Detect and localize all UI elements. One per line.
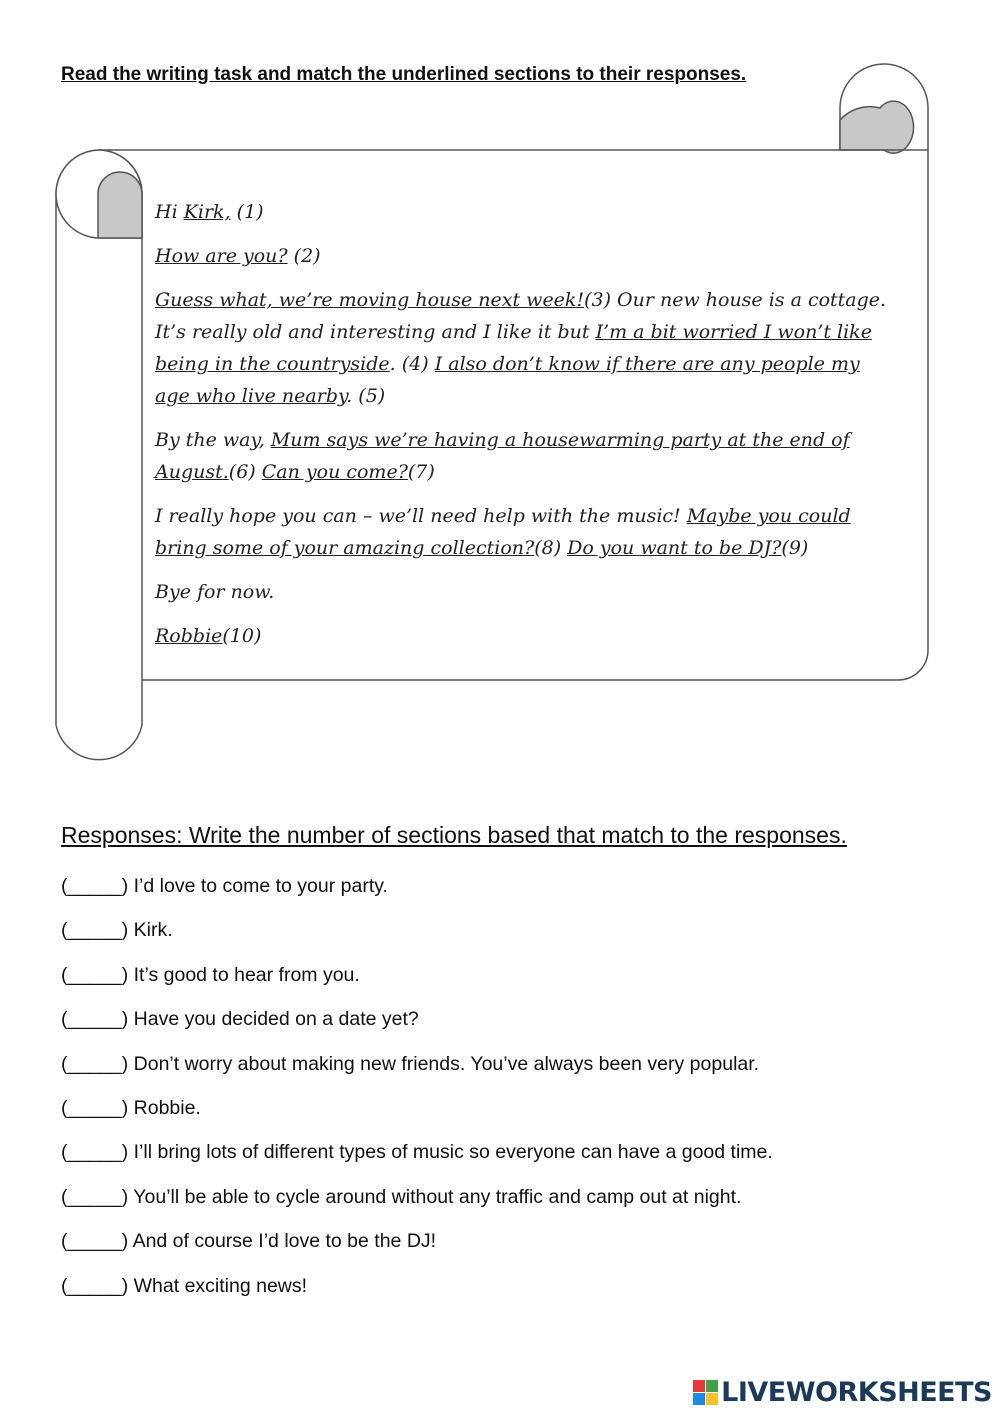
letter-closing: Bye for now. (155, 581, 275, 603)
letter-text: I really hope you can – we’ll need help with the music! (155, 505, 681, 527)
response-text: Kirk. (133, 919, 173, 942)
section-number-9: (9) (781, 537, 809, 559)
letter-line-2 (155, 240, 895, 272)
section-9-text: Do you want to be DJ? (567, 537, 782, 559)
instruction-heading: Read the writing task and match the underlined sections to their responses. (61, 64, 747, 85)
response-text: And of course I’d love to be the DJ! (132, 1230, 437, 1253)
section-6-text: Mum says we’re having a housewarming party at the end of August. (155, 429, 850, 483)
logo-square-green (706, 1380, 718, 1392)
letter-signature (155, 620, 895, 652)
letter-text: By the way, (155, 429, 265, 451)
section-number-2: (2) (293, 245, 321, 267)
section-number-10: (10) (222, 625, 262, 647)
letter-greeting (155, 196, 895, 228)
letter-text: Our new house is a cottage. It’s really old and interesting and I like it but (155, 289, 887, 343)
section-3-text: Guess what, we’re moving house next week! (155, 289, 585, 311)
letter-paragraph-2 (155, 424, 895, 488)
response-text: It’s good to hear from you. (133, 963, 360, 986)
response-item (61, 1272, 773, 1316)
section-7-text: Can you come? (261, 461, 408, 483)
response-item (61, 1183, 773, 1227)
answer-blank[interactable]: (_____) (61, 1185, 129, 1208)
section-2-question: How are you? (155, 245, 288, 267)
response-text: You’ll be able to cycle around without any traffic and camp out at night. (133, 1185, 742, 1208)
answer-blank[interactable]: (_____) (61, 1096, 129, 1119)
response-text: What exciting news! (133, 1274, 308, 1297)
answer-blank[interactable]: (_____) (61, 1274, 129, 1297)
response-item (61, 1227, 773, 1271)
response-item (61, 1005, 773, 1049)
answer-blank[interactable]: (_____) (61, 1008, 129, 1031)
response-text: I’d love to come to your party. (133, 875, 388, 897)
logo-square-red (693, 1380, 705, 1392)
logo-square-yellow (706, 1393, 718, 1405)
logo-text: LIVEWORKSHEETS (721, 1377, 992, 1408)
response-item (61, 872, 773, 916)
liveworksheets-logo (693, 1377, 992, 1408)
logo-square-blue (693, 1393, 705, 1405)
section-number-5: (5) (358, 385, 386, 407)
response-text: Don’t worry about making new friends. You’ve always been very popular. (133, 1052, 760, 1075)
answer-blank[interactable]: (_____) (61, 919, 129, 942)
letter-paragraph-3 (155, 500, 895, 564)
section-number-8: (8) (534, 537, 562, 559)
responses-heading: Responses: Write the number of sections based that match to the responses. (61, 822, 847, 848)
section-10-name: Robbie (155, 625, 223, 647)
responses-list (61, 872, 773, 1316)
logo-squares-icon (693, 1380, 718, 1405)
section-5-text: I also don’t know if there are any people my age who live nearby (155, 353, 860, 407)
answer-blank[interactable]: (_____) (61, 963, 129, 986)
letter-punctuation: . (389, 353, 396, 375)
section-4-text: I’m a bit worried I won’t like being in the countryside (155, 321, 872, 375)
response-item (61, 1050, 773, 1094)
response-text: Robbie. (133, 1096, 201, 1119)
response-item (61, 1094, 773, 1138)
letter-paragraph-1 (155, 284, 895, 412)
response-text: Have you decided on a date yet? (133, 1008, 419, 1031)
section-1-name: Kirk, (183, 201, 231, 223)
response-text: I’ll bring lots of different types of music so everyone can have a good time. (133, 1141, 773, 1164)
answer-blank[interactable]: (_____) (61, 1052, 129, 1075)
answer-blank[interactable]: (_____) (61, 1230, 129, 1253)
response-item (61, 916, 773, 960)
section-number-7: (7) (407, 461, 435, 483)
answer-blank[interactable]: (_____) (61, 1141, 129, 1164)
answer-blank[interactable]: (_____) (61, 875, 129, 897)
response-item (61, 1138, 773, 1182)
response-item (61, 961, 773, 1005)
letter-body (155, 196, 895, 664)
section-8-text: Maybe you could bring some of your amazing collection? (155, 505, 851, 559)
letter-punctuation: . (346, 385, 353, 407)
greeting-word: Hi (155, 201, 178, 223)
section-number-4: (4) (401, 353, 429, 375)
section-number-1: (1) (236, 201, 264, 223)
section-number-3: (3) (584, 289, 611, 311)
section-number-6: (6) (228, 461, 256, 483)
